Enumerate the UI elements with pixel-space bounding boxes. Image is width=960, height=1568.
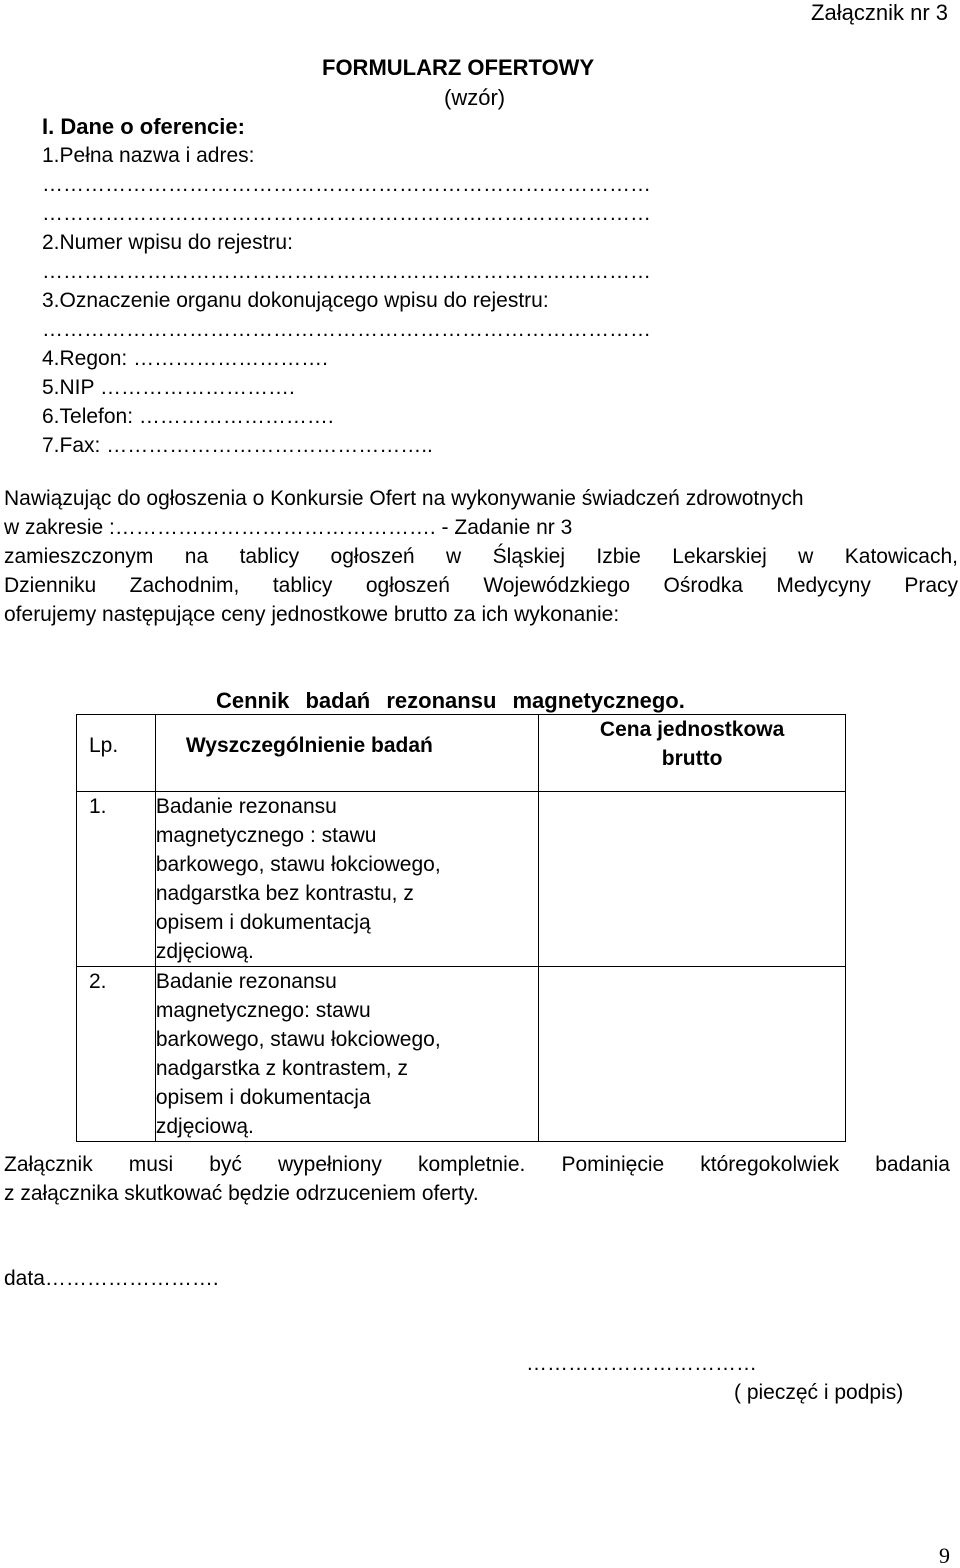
intro-line: Nawiązując do ogłoszenia o Konkursie Ofert na wykonywanie świadczeń zdrowotnych xyxy=(4,487,804,510)
field-register-authority-line: …………………………………………………………………………… xyxy=(42,318,651,341)
note-line: Załącznik musi być wypełniony kompletnie. Pominięcie któregokolwiek badania xyxy=(4,1153,950,1176)
intro-line: zamieszczonym na tablicy ogłoszeń w Śląskiej Izbie Lekarskiej w Katowicach, xyxy=(4,545,958,568)
row-description-line: magnetycznego: stawu xyxy=(155,999,371,1022)
row-lp: 2. xyxy=(77,967,156,1142)
form-subtitle: (wzór) xyxy=(444,85,506,110)
row-description-line: barkowego, stawu łokciowego, xyxy=(155,1028,441,1051)
field-name-address-label: 1.Pełna nazwa i adres: xyxy=(42,144,255,167)
row-description xyxy=(155,792,538,967)
row-description-line: opisem i dokumentacją xyxy=(155,911,371,934)
signature-label: ( pieczęć i podpis) xyxy=(734,1381,904,1404)
row-price-cell[interactable] xyxy=(539,967,846,1142)
price-table xyxy=(76,714,846,1142)
section-heading: I. Dane o oferencie: xyxy=(42,114,245,139)
annex-label: Załącznik nr 3 xyxy=(811,0,948,25)
row-description-line: magnetycznego : stawu xyxy=(155,824,377,847)
row-description-line: nadgarstka z kontrastem, z xyxy=(155,1057,408,1080)
row-description-line: barkowego, stawu łokciowego, xyxy=(155,853,441,876)
table-row xyxy=(77,792,846,967)
field-regon: 4.Regon: ………………………. xyxy=(42,347,328,370)
table-header-row xyxy=(77,715,846,792)
row-description-line: opisem i dokumentacja xyxy=(155,1086,371,1109)
note-line: z załącznika skutkować będzie odrzuceniem oferty. xyxy=(4,1182,479,1205)
row-description-line: zdjęciową. xyxy=(155,940,254,963)
intro-paragraph xyxy=(4,484,958,629)
row-lp: 1. xyxy=(77,792,156,967)
field-name-address-line-2: …………………………………………………………………………… xyxy=(42,202,651,225)
intro-line: w zakresie :………………………………………. - Zadanie nr 3 xyxy=(4,516,573,539)
field-name-address-line-1: …………………………………………………………………………… xyxy=(42,173,651,196)
table-row xyxy=(77,967,846,1142)
intro-line: oferujemy następujące ceny jednostkowe brutto za ich wykonanie: xyxy=(4,603,620,626)
header-price-line-1: Cena jednostkowa xyxy=(599,718,785,741)
table-caption: Cennik badań rezonansu magnetycznego. xyxy=(216,688,685,713)
row-price-cell[interactable] xyxy=(539,792,846,967)
field-register-number-line: …………………………………………………………………………… xyxy=(42,260,651,283)
header-price-line-2: brutto xyxy=(661,747,723,770)
page-number: 9 xyxy=(939,1543,950,1568)
form-title: FORMULARZ OFERTOWY xyxy=(322,55,595,80)
intro-line: Dzienniku Zachodnim, tablicy ogłoszeń Wojewódzkiego Ośrodka Medycyny Pracy xyxy=(4,574,958,597)
signature-line: …………………………… xyxy=(526,1352,757,1375)
field-register-number-label: 2.Numer wpisu do rejestru: xyxy=(42,231,293,254)
date-field: data……………………. xyxy=(4,1267,219,1290)
row-description-line: zdjęciową. xyxy=(155,1115,254,1138)
row-description-line: Badanie rezonansu xyxy=(155,970,337,993)
field-fax: 7.Fax: ……………………………………….. xyxy=(42,434,433,457)
row-description-line: Badanie rezonansu xyxy=(155,795,337,818)
field-nip: 5.NIP ………………………. xyxy=(42,376,295,399)
header-lp: Lp. xyxy=(77,715,156,792)
row-description xyxy=(155,967,538,1142)
field-register-authority-label: 3.Oznaczenie organu dokonującego wpisu do rejestru: xyxy=(42,289,549,312)
completeness-note xyxy=(4,1150,950,1208)
field-telefon: 6.Telefon: ………………………. xyxy=(42,405,334,428)
header-description: Wyszczególnienie badań xyxy=(155,715,538,792)
header-price xyxy=(539,715,846,792)
row-description-line: nadgarstka bez kontrastu, z xyxy=(155,882,414,905)
